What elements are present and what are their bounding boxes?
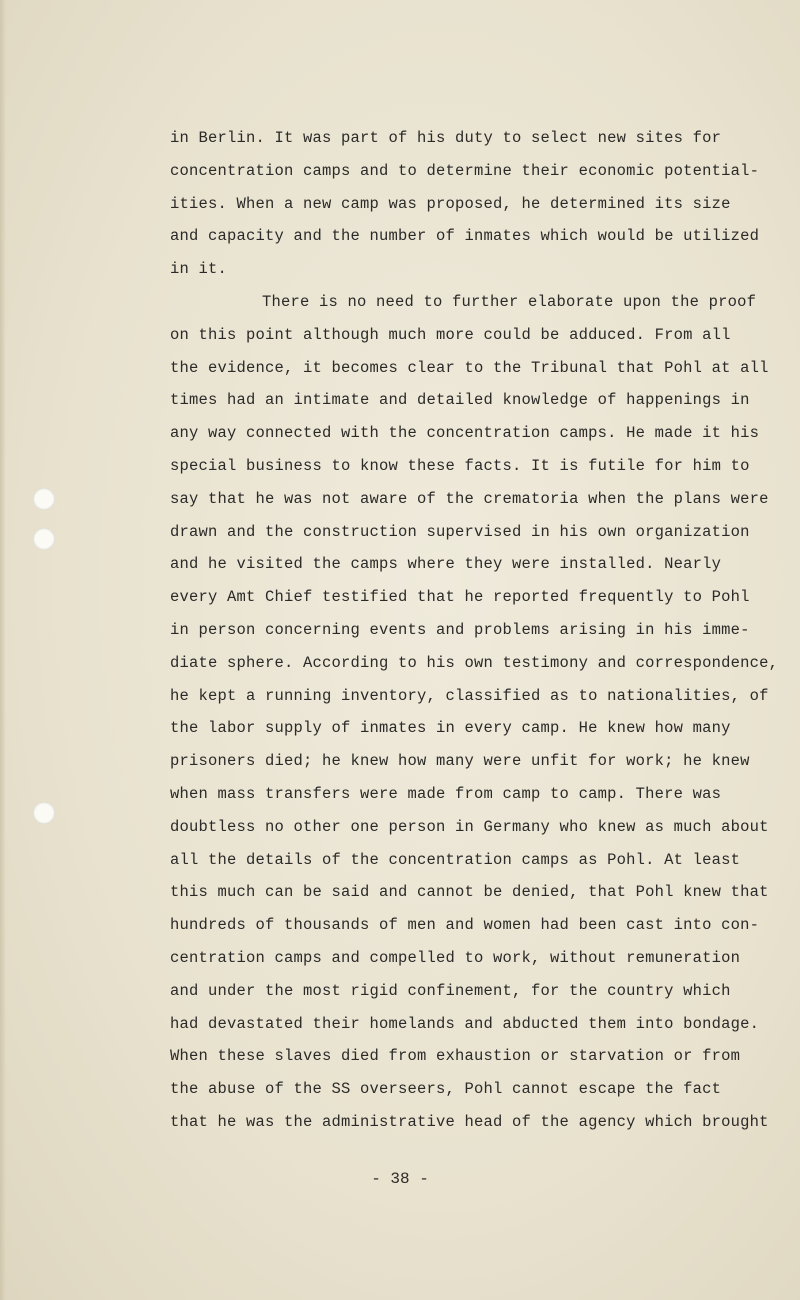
paragraph-start-line: There is no need to further elaborate upon the proof bbox=[262, 292, 757, 311]
text-line: special business to know these facts. It is futile for him to bbox=[170, 456, 750, 475]
punch-hole bbox=[33, 488, 55, 510]
text-line: concentration camps and to determine their economic potential- bbox=[170, 161, 760, 180]
text-line: times had an intimate and detailed knowledge of happenings in bbox=[170, 391, 750, 410]
text-line: When these slaves died from exhaustion or starvation or from bbox=[170, 1047, 741, 1066]
text-line: the abuse of the SS overseers, Pohl cannot escape the fact bbox=[170, 1080, 722, 1099]
text-line: in it. bbox=[170, 260, 228, 279]
text-line: ities. When a new camp was proposed, he determined its size bbox=[170, 194, 731, 213]
text-line: any way connected with the concentration camps. He made it his bbox=[170, 424, 760, 443]
punch-hole bbox=[33, 802, 55, 824]
typewritten-body bbox=[170, 122, 779, 1139]
text-line: and capacity and the number of inmates which would be utilized bbox=[170, 227, 760, 246]
text-line: every Amt Chief testified that he reported frequently to Pohl bbox=[170, 588, 750, 607]
text-line: had devastated their homelands and abducted them into bondage. bbox=[170, 1014, 760, 1033]
text-line: on this point although much more could be adduced. From all bbox=[170, 325, 731, 344]
text-line: and he visited the camps where they were installed. Nearly bbox=[170, 555, 722, 574]
text-line: centration camps and compelled to work, without remuneration bbox=[170, 948, 741, 967]
text-line: prisoners died; he knew how many were unfit for work; he knew bbox=[170, 752, 750, 771]
text-line: in Berlin. It was part of his duty to select new sites for bbox=[170, 129, 722, 147]
text-line: in person concerning events and problems arising in his imme- bbox=[170, 620, 750, 639]
punch-hole bbox=[33, 528, 55, 550]
page-edge-shadow bbox=[0, 0, 6, 1300]
text-line: say that he was not aware of the crematoria when the plans were bbox=[170, 489, 769, 508]
text-line: and under the most rigid confinement, for the country which bbox=[170, 981, 731, 1000]
text-line: doubtless no other one person in Germany who knew as much about bbox=[170, 817, 769, 836]
text-line: diate sphere. According to his own testimony and correspondence, bbox=[170, 653, 779, 672]
page-number: - 38 - bbox=[371, 1170, 429, 1188]
text-line: he kept a running inventory, classified as to nationalities, of bbox=[170, 686, 769, 705]
text-line: all the details of the concentration camps as Pohl. At least bbox=[170, 850, 741, 869]
text-line: when mass transfers were made from camp to camp. There was bbox=[170, 784, 722, 803]
text-line: that he was the administrative head of the agency which brought bbox=[170, 1112, 769, 1131]
text-line: hundreds of thousands of men and women had been cast into con- bbox=[170, 916, 760, 935]
text-line: this much can be said and cannot be denied, that Pohl knew that bbox=[170, 883, 769, 902]
text-line: drawn and the construction supervised in his own organization bbox=[170, 522, 750, 541]
text-line: the evidence, it becomes clear to the Tribunal that Pohl at all bbox=[170, 358, 769, 377]
text-line: the labor supply of inmates in every camp. He knew how many bbox=[170, 719, 731, 738]
